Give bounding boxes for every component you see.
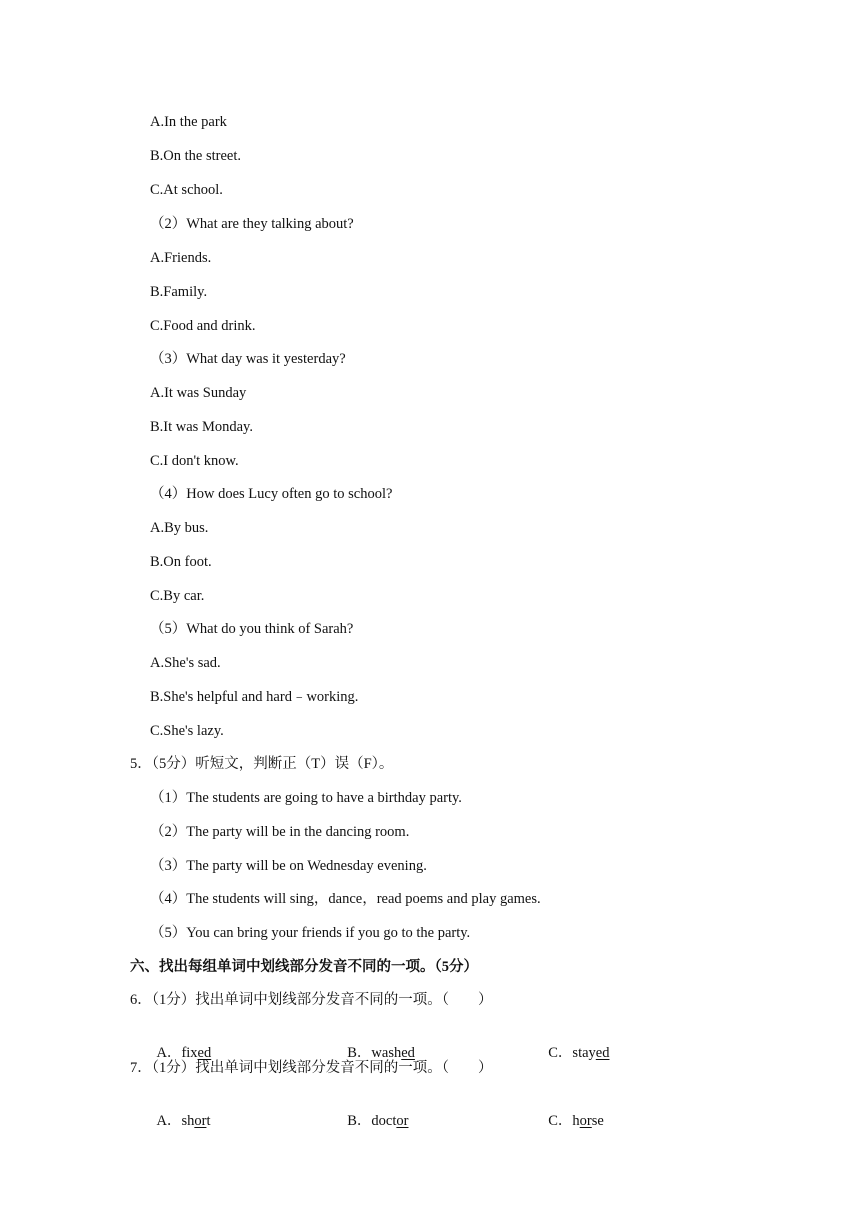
option-text: A.In the park bbox=[150, 114, 227, 130]
underlined-part: or bbox=[194, 1113, 207, 1129]
option-text: A.It was Sunday bbox=[150, 385, 247, 401]
word-part: fix bbox=[181, 1045, 198, 1061]
choice-option-a bbox=[150, 1094, 210, 1130]
word-part: wash bbox=[371, 1045, 402, 1061]
option-text: C.Food and drink. bbox=[150, 318, 256, 334]
underlined-part: or bbox=[396, 1113, 409, 1129]
sub-question-stem: （2）What are they talking about? bbox=[150, 216, 354, 232]
option-text: B.It was Monday. bbox=[150, 419, 253, 435]
question-stem: 7．（1分）找出单词中划线部分发音不同的一项。（ ） bbox=[130, 1060, 493, 1076]
option-text: A.Friends. bbox=[150, 250, 212, 266]
option-label: A． bbox=[156, 1045, 182, 1061]
option-text: A.She's sad. bbox=[150, 655, 221, 671]
option-text: C.By car. bbox=[150, 588, 205, 604]
option-text: C.I don't know. bbox=[150, 453, 239, 469]
statement-item: （3）The party will be on Wednesday evening. bbox=[150, 858, 427, 874]
option-text: B.Family. bbox=[150, 284, 208, 300]
option-label: C． bbox=[548, 1113, 573, 1129]
choice-option-b bbox=[340, 1026, 415, 1062]
choice-option-c bbox=[541, 1094, 604, 1130]
underlined-part: ed bbox=[197, 1045, 212, 1061]
option-label: B． bbox=[347, 1045, 372, 1061]
option-label: A． bbox=[156, 1113, 182, 1129]
option-text: A.By bus. bbox=[150, 520, 209, 536]
option-text: B.On the street. bbox=[150, 148, 242, 164]
choice-option-c bbox=[541, 1026, 609, 1062]
underlined-part: ed bbox=[401, 1045, 415, 1061]
word-part: doct bbox=[371, 1113, 397, 1129]
sub-question-stem: （4）How does Lucy often go to school? bbox=[150, 486, 393, 502]
sub-question-stem: （5）What do you think of Sarah? bbox=[150, 621, 354, 637]
statement-item: （5）You can bring your friends if you go to the party. bbox=[150, 925, 471, 941]
word-part: se bbox=[591, 1113, 604, 1129]
option-text: C.At school. bbox=[150, 182, 223, 198]
underlined-part: or bbox=[579, 1113, 592, 1129]
word-part: stay bbox=[572, 1045, 596, 1061]
word-part: t bbox=[206, 1113, 211, 1129]
option-label: C． bbox=[548, 1045, 573, 1061]
question-stem: 5．（5分）听短文，判断正（T）误（F）。 bbox=[130, 756, 394, 772]
choice-option-a bbox=[150, 1026, 211, 1062]
option-text: B.She's helpful and hard﹣working. bbox=[150, 689, 359, 705]
option-text: C.She's lazy. bbox=[150, 723, 224, 739]
word-part: h bbox=[572, 1113, 580, 1129]
underlined-part: ed bbox=[595, 1045, 610, 1061]
statement-item: （4）The students will sing，dance，read poems and play games. bbox=[150, 891, 541, 907]
choice-option-b bbox=[340, 1094, 408, 1130]
question-stem: 6．（1分）找出单词中划线部分发音不同的一项。（ ） bbox=[130, 992, 493, 1008]
option-label: B． bbox=[347, 1113, 372, 1129]
option-text: B.On foot. bbox=[150, 554, 212, 570]
section-heading: 六、找出每组单词中划线部分发音不同的一项。（5分） bbox=[130, 959, 478, 975]
word-part: sh bbox=[181, 1113, 195, 1129]
statement-item: （2）The party will be in the dancing room. bbox=[150, 824, 410, 840]
statement-item: （1）The students are going to have a birthday party. bbox=[150, 790, 462, 806]
sub-question-stem: （3）What day was it yesterday? bbox=[150, 351, 346, 367]
